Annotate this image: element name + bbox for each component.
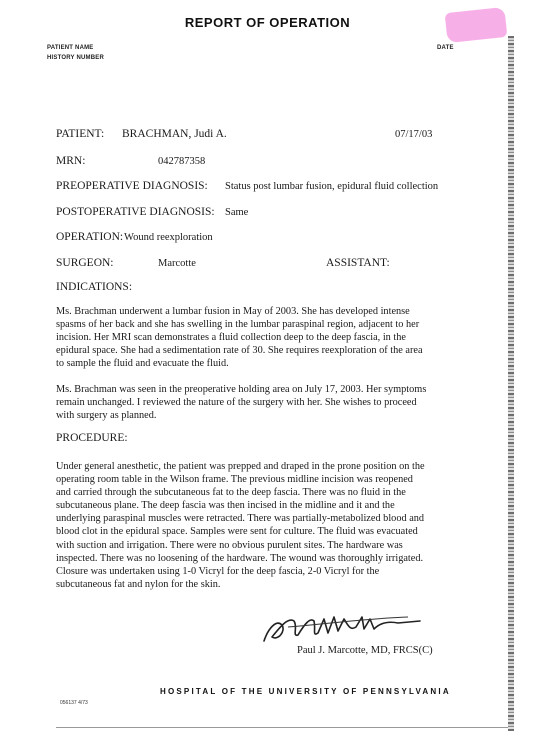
text-line: with suction and irrigation. There were no obvious purulent sites. The hardware was bbox=[56, 539, 403, 551]
text-line: blood clot in the epidural space. Samples were sent for culture. The fluid was evacuated bbox=[56, 526, 418, 538]
indications-heading: INDICATIONS: bbox=[56, 281, 133, 293]
text-line: and carried through the subcutaneous fat to the deep fascia. There was no fluid in the bbox=[56, 487, 406, 499]
text-line: epidural space. She had a sedimentation rate of 30. She requires reexploration of the area bbox=[56, 345, 423, 357]
report-date-value: 07/17/03 bbox=[395, 129, 433, 140]
scan-edge-strip bbox=[508, 36, 514, 731]
text-line: incision. Her MRI scan demonstrates a fluid collection deep to the deep fascia, in the bbox=[56, 332, 406, 344]
text-line: Closure was undertaken using 1-0 Vicryl for the deep fascia, 2-0 Vicryl for the bbox=[56, 565, 380, 577]
date-label: DATE bbox=[437, 45, 454, 51]
procedure-paragraph bbox=[56, 460, 466, 591]
text-line: Ms. Brachman underwent a lumbar fusion in May of 2003. She has developed intense bbox=[56, 306, 410, 317]
mrn-label: MRN: bbox=[56, 155, 86, 167]
patient-label: PATIENT: bbox=[56, 128, 105, 140]
text-line: inspected. There was no loosening of the hardware. The wound was thoroughly irrigated. bbox=[56, 552, 424, 564]
preop-diagnosis-label: PREOPERATIVE DIAGNOSIS: bbox=[56, 180, 208, 192]
handwritten-signature bbox=[258, 607, 428, 647]
assistant-label: ASSISTANT: bbox=[326, 257, 390, 269]
patient-name-label: PATIENT NAME bbox=[47, 45, 94, 51]
operation-value: Wound reexploration bbox=[124, 232, 213, 243]
text-line: subcutaneous fat and nylon for the skin. bbox=[56, 578, 221, 590]
patient-value: BRACHMAN, Judi A. bbox=[122, 128, 227, 140]
indications-paragraph-1 bbox=[56, 305, 466, 370]
form-title: REPORT OF OPERATION bbox=[184, 15, 351, 30]
mrn-value: 042787358 bbox=[158, 156, 206, 167]
bottom-divider bbox=[56, 727, 508, 728]
text-line: operating room table in the Wilson frame. The previous midline incision was reopened bbox=[56, 474, 413, 486]
operation-label: OPERATION: bbox=[56, 231, 124, 243]
postop-diagnosis-value: Same bbox=[225, 207, 249, 218]
text-line: underlying paraspinal muscles were retracted. There was partially-metabolized blood and bbox=[56, 513, 425, 525]
text-line: to sample the fluid and evacuate the fluid. bbox=[56, 358, 229, 370]
text-line: Under general anesthetic, the patient was prepped and draped in the prone position on the bbox=[56, 461, 425, 472]
text-line: with surgery as planned. bbox=[56, 410, 157, 422]
form-code: 056137 4/73 bbox=[60, 700, 88, 706]
text-line: Ms. Brachman was seen in the preoperative holding area on July 17, 2003. Her symptoms bbox=[56, 384, 427, 395]
text-line: spasms of her back and she has swelling in the lumbar paraspinal region, adjacent to her bbox=[56, 319, 420, 331]
hospital-name: HOSPITAL OF THE UNIVERSITY OF PENNSYLVANIA bbox=[160, 687, 451, 696]
preop-diagnosis-value: Status post lumbar fusion, epidural fluid collection bbox=[225, 181, 439, 192]
surgeon-label: SURGEON: bbox=[56, 257, 114, 269]
indications-paragraph-2 bbox=[56, 383, 466, 422]
surgeon-signature-name: Paul J. Marcotte, MD, FRCS(C) bbox=[297, 645, 433, 656]
text-line: subcutaneous plane. The deep fascia was then incised in the midline and it and the bbox=[56, 500, 395, 512]
text-line: remain unchanged. I reviewed the nature of the surgery with her. She wishes to proceed bbox=[56, 397, 417, 409]
postop-diagnosis-label: POSTOPERATIVE DIAGNOSIS: bbox=[56, 206, 215, 218]
procedure-heading: PROCEDURE: bbox=[56, 432, 128, 444]
history-number-label: HISTORY NUMBER bbox=[47, 55, 105, 61]
surgeon-value: Marcotte bbox=[158, 258, 196, 269]
